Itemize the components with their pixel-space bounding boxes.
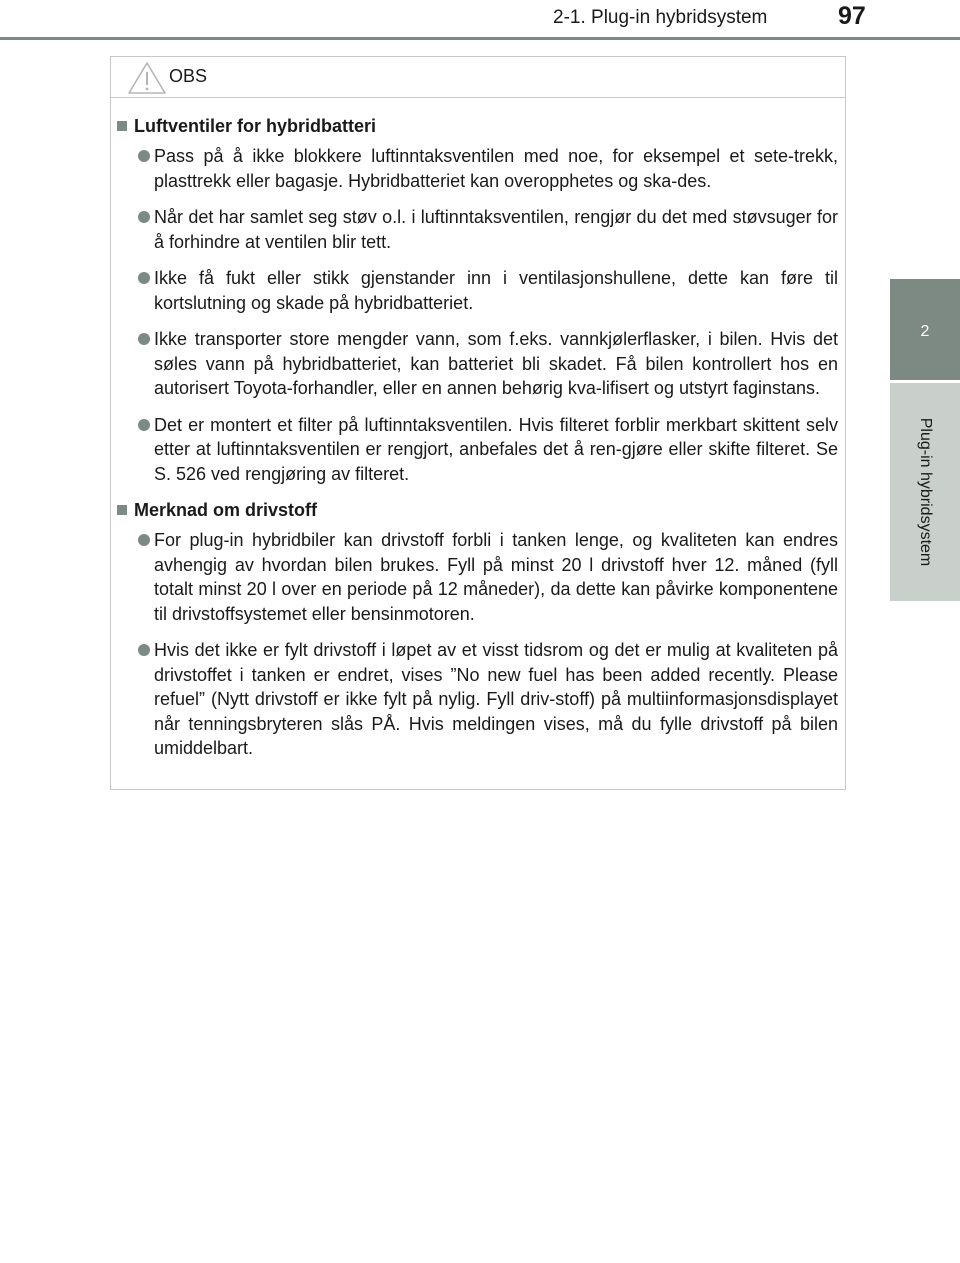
page-number: 97 bbox=[838, 2, 866, 30]
list-item-text: For plug-in hybridbiler kan drivstoff forbli i tanken lenge, og kvaliteten kan endres avhengig av hvordan bilen brukes. Fyll på minst 20 l drivstoff hver 12. måned (fyll totalt minst 20 l over en periode på 12 måneder), da dette kan påvirke komponentene til drivstoffsystemet eller bensinmotoren. bbox=[154, 530, 838, 624]
list-item bbox=[117, 327, 838, 401]
round-bullet-icon bbox=[138, 272, 150, 284]
square-bullet-icon bbox=[117, 121, 127, 131]
round-bullet-icon bbox=[138, 644, 150, 656]
round-bullet-icon bbox=[138, 150, 150, 162]
warning-triangle-icon bbox=[127, 61, 167, 95]
list-item-text: Når det har samlet seg støv o.l. i luftinntaksventilen, rengjør du det med støvsuger for å forhindre at ventilen blir tett. bbox=[154, 207, 838, 252]
list-item-text: Pass på å ikke blokkere luftinntaksventilen med noe, for eksempel et sete-trekk, plasttrekk eller bagasje. Hybridbatteriet kan overopphetes og ska-des. bbox=[154, 146, 838, 191]
section-heading bbox=[117, 114, 838, 138]
notice-body bbox=[111, 98, 845, 761]
notice-header bbox=[111, 57, 845, 98]
section-heading bbox=[117, 498, 838, 522]
list-item bbox=[117, 266, 838, 315]
list-item bbox=[117, 144, 838, 193]
round-bullet-icon bbox=[138, 419, 150, 431]
list-item-text: Det er montert et filter på luftinntaksventilen. Hvis filteret forblir merkbart skittent selv etter at luftinntaksventilen er rengjort, anbefales det å ren-gjøre eller skifte filteret. Se S. 526 ved rengjøring av filteret. bbox=[154, 414, 838, 484]
notice-box bbox=[110, 56, 846, 790]
square-bullet-icon bbox=[117, 505, 127, 515]
list-item bbox=[117, 638, 838, 761]
round-bullet-icon bbox=[138, 333, 150, 345]
round-bullet-icon bbox=[138, 211, 150, 223]
round-bullet-icon bbox=[138, 534, 150, 546]
header-divider bbox=[0, 37, 960, 40]
section-header: 2-1. Plug-in hybridsystem bbox=[553, 7, 768, 28]
list-item bbox=[117, 528, 838, 626]
side-tab-number: 2 bbox=[920, 323, 930, 340]
list-item bbox=[117, 205, 838, 254]
section-heading-text: Merknad om drivstoff bbox=[134, 500, 318, 520]
list-item-text: Hvis det ikke er fylt drivstoff i løpet av et visst tidsrom og det er mulig at kvaliteten på drivstoffet i tanken er endret, vises ”No new fuel has been added recently. Please refuel” (Nytt drivstoff er ikke fylt på nylig. Fyll driv-stoff) på multiinformasjonsdisplayet når tenningsbryteren slås PÅ. Hvis meldingen vises, må du fylle drivstoff på bilen umiddelbart. bbox=[154, 640, 838, 758]
list-item-text: Ikke transporter store mengder vann, som f.eks. vannkjølerflasker, i bilen. Hvis det søles vann på hybridbatteriet, kan batteriet bli skadet. Få bilen kontrollert hos en autorisert Toyota-forhandler, eller en annen behørig kva-lifisert og utstyrt faginstans. bbox=[154, 329, 838, 398]
list-item-text: Ikke få fukt eller stikk gjenstander inn i ventilasjonshullene, dette kan føre til kortslutning og skade på hybridbatteriet. bbox=[154, 268, 838, 313]
notice-title: OBS bbox=[169, 66, 208, 86]
list-item bbox=[117, 413, 838, 487]
section-heading-text: Luftventiler for hybridbatteri bbox=[134, 116, 377, 136]
side-tab-label: Plug-in hybridsystem bbox=[917, 417, 934, 567]
